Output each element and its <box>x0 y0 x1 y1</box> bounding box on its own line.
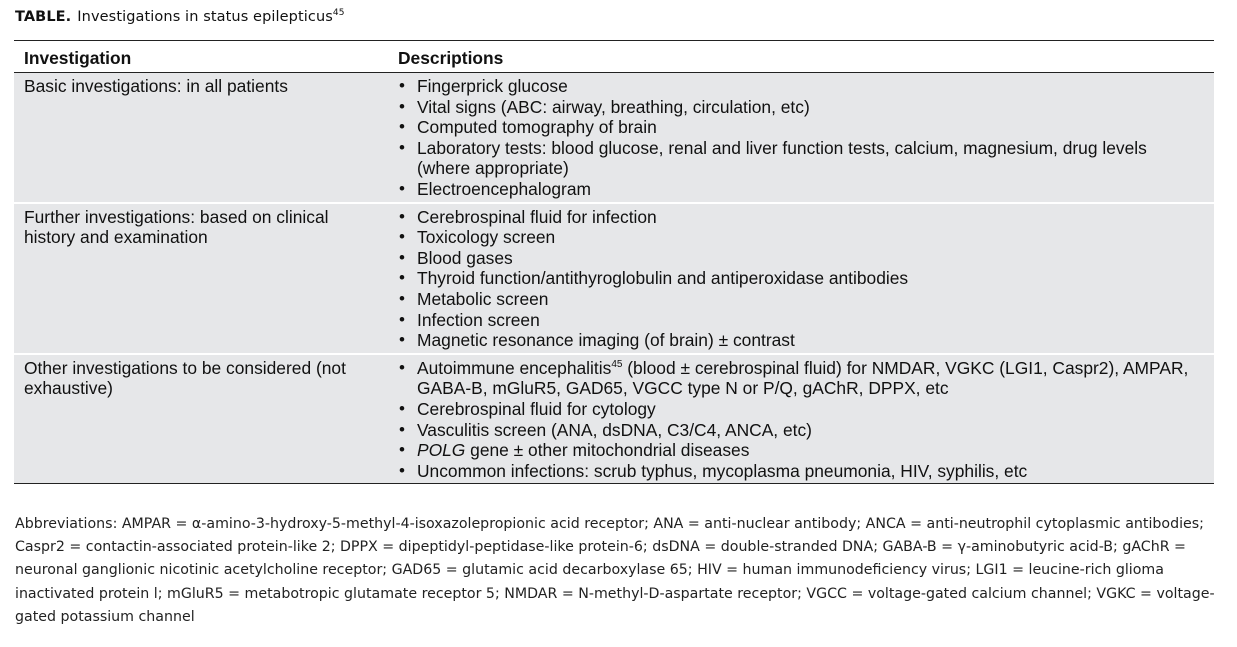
caption-title: Investigations in status epilepticus <box>77 8 333 25</box>
list-item: • Fingerprick glucose <box>398 76 1204 97</box>
list-item: • Laboratory tests: blood glucose, renal and liver function tests, calcium, magnesium, drug levels (where appropriate) <box>398 138 1204 179</box>
investigation-cell: Other investigations to be considered (not exhaustive) <box>14 354 388 484</box>
descriptions-cell <box>388 354 1214 484</box>
caption-label: TABLE. <box>15 8 72 25</box>
list-item: • Infection screen <box>398 310 1204 331</box>
list-item: • Uncommon infections: scrub typhus, mycoplasma pneumonia, HIV, syphilis, etc <box>398 461 1204 482</box>
description-list <box>398 76 1204 200</box>
table-caption <box>15 8 345 25</box>
abbreviations-footnote: Abbreviations: AMPAR = α-amino-3-hydroxy-5-methyl-4-isoxazolepropionic acid receptor; ANA = anti-nuclear antibody; ANCA = anti-neutrophil cytoplasmic antibodies; Caspr2 = contactin-associated protein-like 2; DPPX = dipeptidyl-peptidase-like protein-6; dsDNA = double-stranded DNA; GABA-B = γ-aminobutyric acid-B; gAChR = neuronal ganglionic nicotinic acetylcholine receptor; GAD65 = glutamic acid decarboxylase 65; HIV = human immunodeficiency virus; LGI1 = leucine-rich glioma inactivated protein l; mGluR5 = metabotropic glutamate receptor 5; NMDAR = N-methyl-D-aspartate receptor; VGCC = voltage-gated calcium channel; VGKC = voltage-gated potassium channel <box>15 516 1215 625</box>
investigations-table <box>14 40 1214 484</box>
list-item: • Magnetic resonance imaging (of brain) ± contrast <box>398 330 1204 351</box>
caption-reference: 45 <box>332 8 345 18</box>
autoimmune-text: Autoimmune encephalitis <box>417 357 612 378</box>
descriptions-cell <box>388 203 1214 354</box>
table-header-row <box>14 41 1214 73</box>
table-row <box>14 203 1214 354</box>
header-investigation: Investigation <box>14 41 388 73</box>
table-row <box>14 354 1214 484</box>
list-item: • Thyroid function/antithyroglobulin and antiperoxidase antibodies <box>398 268 1204 289</box>
header-descriptions: Descriptions <box>388 41 1214 73</box>
list-item: • Toxicology screen <box>398 227 1204 248</box>
descriptions-cell <box>388 73 1214 203</box>
investigation-cell: Basic investigations: in all patients <box>14 73 388 203</box>
autoimmune-reference: 45 <box>611 358 623 370</box>
list-item <box>398 358 1204 399</box>
list-item: • Electroencephalogram <box>398 179 1204 200</box>
table-row <box>14 73 1214 203</box>
list-item: • Cerebrospinal fluid for cytology <box>398 399 1204 420</box>
list-item: • Vital signs (ABC: airway, breathing, circulation, etc) <box>398 97 1204 118</box>
polg-detail: gene ± other mitochondrial diseases <box>465 440 750 461</box>
polg-gene-name: POLG <box>417 440 466 461</box>
description-list <box>398 207 1204 351</box>
list-item <box>398 440 1204 461</box>
list-item: • Computed tomography of brain <box>398 117 1204 138</box>
list-item: • Metabolic screen <box>398 289 1204 310</box>
investigation-cell: Further investigations: based on clinical history and examination <box>14 203 388 354</box>
autoimmune-detail: (blood ± cerebrospinal fluid) for NMDAR, VGKC (LGI1, Caspr2), AMPAR, GABA-B, mGluR5, GAD65, VGCC type N or P/Q, gAChR, DPPX, etc <box>417 357 1189 399</box>
list-item: • Blood gases <box>398 248 1204 269</box>
list-item: • Cerebrospinal fluid for infection <box>398 207 1204 228</box>
list-item: • Vasculitis screen (ANA, dsDNA, C3/C4, ANCA, etc) <box>398 420 1204 441</box>
description-list <box>398 358 1204 482</box>
